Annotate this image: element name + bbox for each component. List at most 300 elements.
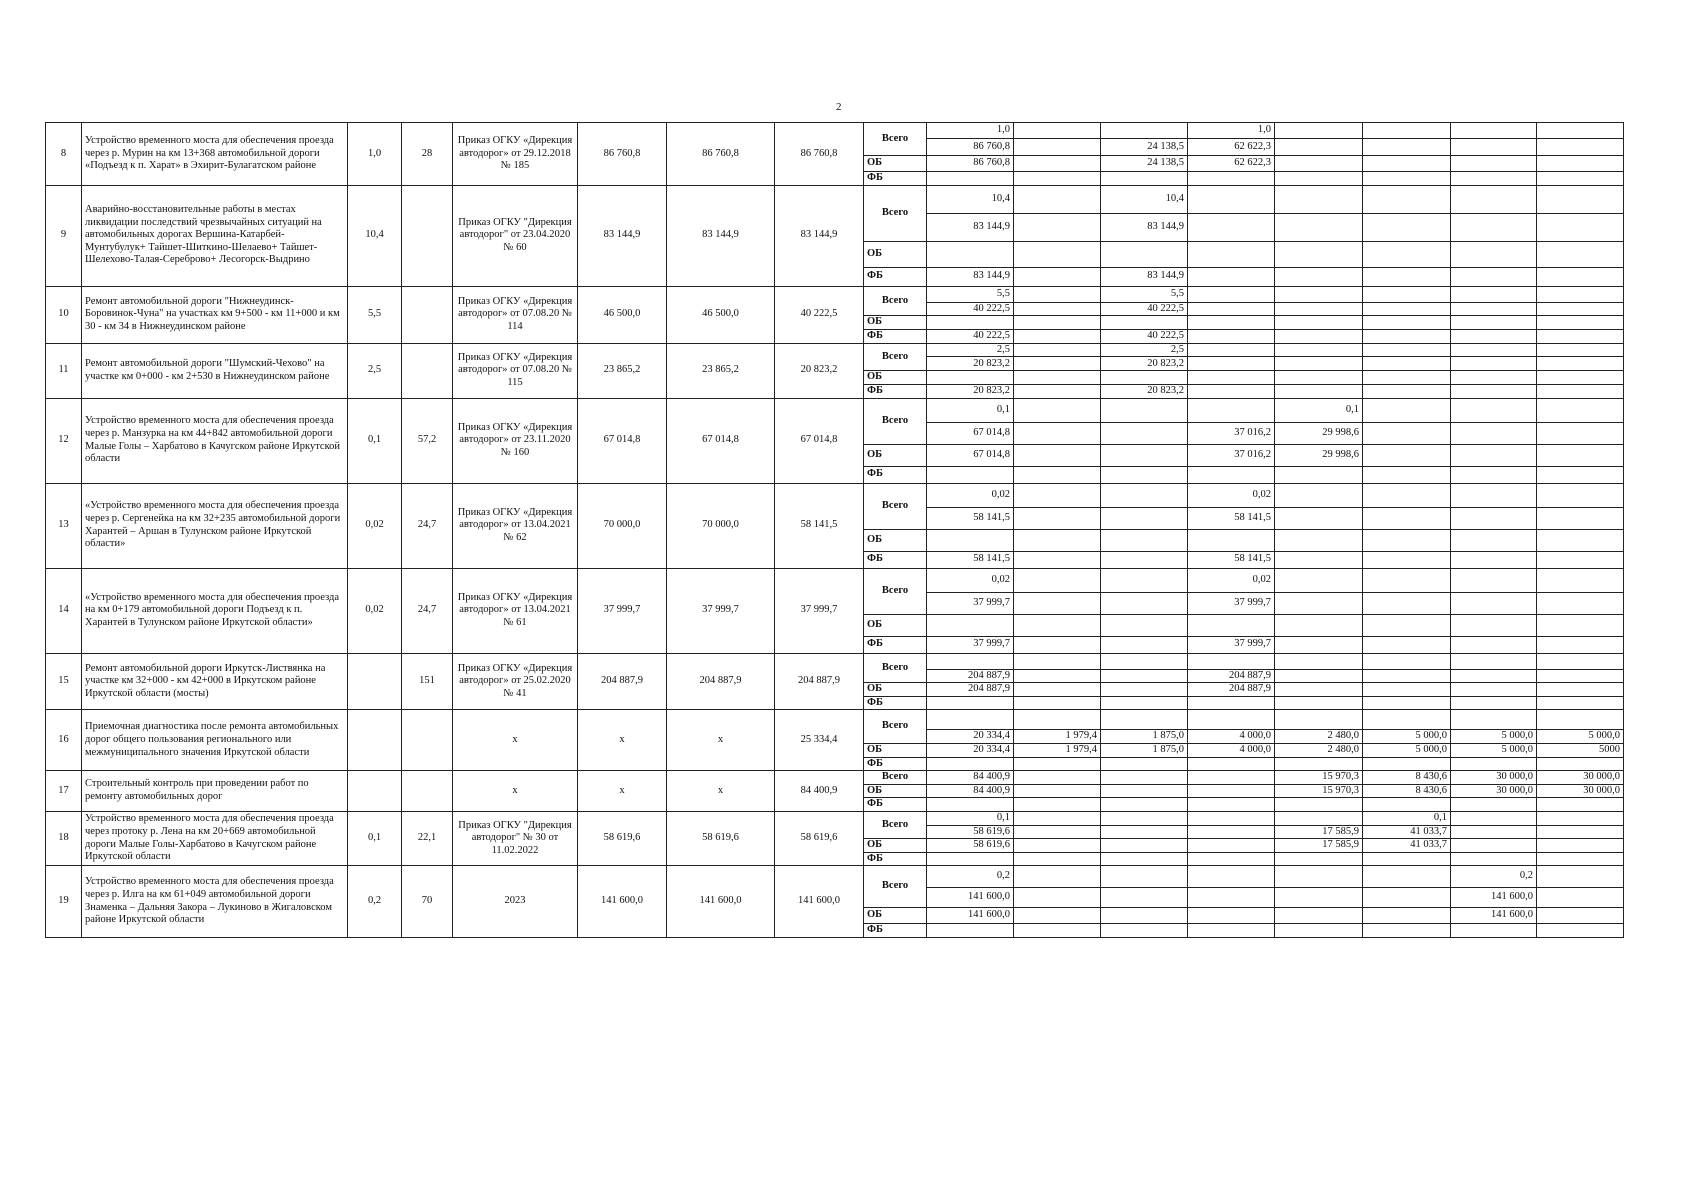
amount-cell: 83 144,9 xyxy=(927,267,1014,286)
amount-cell: 141 600,0 xyxy=(927,908,1014,924)
amount-cell xyxy=(1275,710,1363,730)
amount-cell xyxy=(1275,507,1363,529)
amount-cell xyxy=(1537,757,1624,771)
amount-cell xyxy=(1014,329,1101,343)
amount-cell: 141 600,0 xyxy=(927,888,1014,908)
amount-cell xyxy=(1014,592,1101,614)
amount-cell xyxy=(1188,908,1275,924)
amount-cell xyxy=(1537,384,1624,398)
label-ob: ОБ xyxy=(864,614,927,636)
total-financing: 141 600,0 xyxy=(775,866,864,938)
amount-cell xyxy=(1537,286,1624,302)
estimated-cost: 141 600,0 xyxy=(578,866,667,938)
amount-cell xyxy=(1363,343,1451,357)
label-fb: ФБ xyxy=(864,852,927,866)
amount-cell xyxy=(1101,507,1188,529)
total-financing: 67 014,8 xyxy=(775,398,864,483)
row-number: 8 xyxy=(46,123,82,186)
amount-cell xyxy=(1014,653,1101,669)
amount-cell xyxy=(1014,771,1101,785)
object-description: Устройство временного моста для обеспечения проезда через р. Илга на км 61+049 автомобильной дороги Знаменка – Дальняя Закора – Лукиново в Жигаловском районе Иркутской области xyxy=(82,866,348,938)
document-reference: Приказ ОГКУ «Дирекция автодорог» от 07.08.20 № 115 xyxy=(453,343,578,398)
amount-cell xyxy=(1451,483,1537,507)
amount-cell xyxy=(1275,757,1363,771)
row-number: 17 xyxy=(46,771,82,812)
total-financing: 58 141,5 xyxy=(775,483,864,568)
amount-cell: 86 760,8 xyxy=(927,156,1014,172)
amount-cell xyxy=(1275,185,1363,213)
length-km xyxy=(348,710,402,771)
amount-cell xyxy=(1101,710,1188,730)
amount-cell: 67 014,8 xyxy=(927,422,1014,444)
amount-cell xyxy=(1101,924,1188,938)
row-number: 10 xyxy=(46,286,82,343)
amount-cell: 58 141,5 xyxy=(927,507,1014,529)
amount-cell: 5 000,0 xyxy=(1363,743,1451,757)
amount-cell: 2,5 xyxy=(927,343,1014,357)
amount-cell xyxy=(1363,908,1451,924)
object-description: Аварийно-восстановительные работы в местах ликвидации последствий чрезвычайных ситуаций на автомобильных дорогах Вершина-Катарбей-Мунтубулук+ Тайшет-Шиткино-Шелаево+ Тайшет-Шелехово-Талая-Сереброво+ Лесогорск-Выдрино xyxy=(82,185,348,286)
amount-cell xyxy=(1188,241,1275,267)
amount-cell: 0,2 xyxy=(1451,866,1537,888)
row-number: 9 xyxy=(46,185,82,286)
contract-cost: 46 500,0 xyxy=(667,286,775,343)
row-number: 18 xyxy=(46,811,82,865)
amount-cell xyxy=(1101,172,1188,186)
table-row xyxy=(46,185,1624,213)
total-financing: 83 144,9 xyxy=(775,185,864,286)
amount-cell xyxy=(1275,156,1363,172)
document-reference: Приказ ОГКУ «Дирекция автодорог» от 25.02.2020 № 41 xyxy=(453,653,578,710)
amount-cell xyxy=(1451,683,1537,697)
document-reference: Приказ ОГКУ «Дирекция автодорог» от 13.04.2021 № 61 xyxy=(453,568,578,653)
amount-cell xyxy=(1537,316,1624,330)
estimated-cost: 204 887,9 xyxy=(578,653,667,710)
amount-cell xyxy=(1451,924,1537,938)
amount-cell: 2 480,0 xyxy=(1275,730,1363,744)
amount-cell xyxy=(1537,123,1624,139)
amount-cell xyxy=(1537,302,1624,316)
amount-cell: 29 998,6 xyxy=(1275,444,1363,466)
amount-cell xyxy=(1363,888,1451,908)
row-number: 16 xyxy=(46,710,82,771)
contract-cost: 37 999,7 xyxy=(667,568,775,653)
amount-cell xyxy=(1014,357,1101,371)
contract-cost: х xyxy=(667,710,775,771)
amount-cell: 5,5 xyxy=(927,286,1014,302)
label-ob: ОБ xyxy=(864,241,927,267)
amount-cell xyxy=(1451,798,1537,812)
label-fb: ФБ xyxy=(864,329,927,343)
amount-cell xyxy=(1451,213,1537,241)
amount-cell xyxy=(1188,798,1275,812)
amount-cell: 37 999,7 xyxy=(927,592,1014,614)
amount-cell xyxy=(1101,866,1188,888)
length-km xyxy=(348,653,402,710)
amount-cell xyxy=(1014,614,1101,636)
amount-cell xyxy=(1014,888,1101,908)
amount-cell xyxy=(1014,866,1101,888)
amount-cell xyxy=(1014,422,1101,444)
amount-cell xyxy=(1014,529,1101,551)
object-description: Строительный контроль при проведении работ по ремонту автомобильных дорог xyxy=(82,771,348,812)
amount-cell: 30 000,0 xyxy=(1537,784,1624,798)
amount-cell: 0,1 xyxy=(1363,811,1451,825)
amount-cell xyxy=(1101,241,1188,267)
amount-cell xyxy=(1275,669,1363,683)
amount-cell xyxy=(1275,866,1363,888)
amount-cell xyxy=(1451,825,1537,839)
amount-cell xyxy=(1363,757,1451,771)
amount-cell xyxy=(1101,422,1188,444)
amount-cell xyxy=(1014,908,1101,924)
document-reference: Приказ ОГКУ «Дирекция автодорог» от 07.08.20 № 114 xyxy=(453,286,578,343)
amount-cell xyxy=(1537,825,1624,839)
amount-cell: 20 334,4 xyxy=(927,743,1014,757)
amount-cell xyxy=(1014,444,1101,466)
amount-cell xyxy=(1363,156,1451,172)
estimated-cost: 46 500,0 xyxy=(578,286,667,343)
amount-cell xyxy=(1363,302,1451,316)
amount-cell: 40 222,5 xyxy=(1101,302,1188,316)
row-number: 15 xyxy=(46,653,82,710)
amount-cell xyxy=(1451,286,1537,302)
amount-cell xyxy=(1537,696,1624,710)
amount-cell xyxy=(1188,398,1275,422)
amount-cell xyxy=(1101,466,1188,483)
amount-cell xyxy=(1014,811,1101,825)
length-m xyxy=(402,185,453,286)
label-ob: ОБ xyxy=(864,371,927,385)
length-m: 57,2 xyxy=(402,398,453,483)
amount-cell xyxy=(1537,888,1624,908)
label-total: Всего xyxy=(864,398,927,444)
amount-cell xyxy=(1363,696,1451,710)
amount-cell xyxy=(1101,696,1188,710)
amount-cell xyxy=(1014,798,1101,812)
amount-cell xyxy=(1101,592,1188,614)
amount-cell: 40 222,5 xyxy=(927,302,1014,316)
amount-cell xyxy=(1275,908,1363,924)
amount-cell xyxy=(1188,286,1275,302)
amount-cell xyxy=(1275,683,1363,697)
amount-cell: 41 033,7 xyxy=(1363,825,1451,839)
amount-cell xyxy=(1451,811,1537,825)
amount-cell xyxy=(1188,316,1275,330)
estimated-cost: х xyxy=(578,710,667,771)
amount-cell xyxy=(1188,888,1275,908)
document-reference: 2023 xyxy=(453,866,578,938)
amount-cell xyxy=(1101,669,1188,683)
amount-cell: 30 000,0 xyxy=(1537,771,1624,785)
amount-cell xyxy=(1014,924,1101,938)
contract-cost: х xyxy=(667,771,775,812)
label-total: Всего xyxy=(864,653,927,683)
object-description: Приемочная диагностика после ремонта автомобильных дорог общего пользования регионального или межмуниципального значения Иркутской области xyxy=(82,710,348,771)
amount-cell xyxy=(1451,398,1537,422)
amount-cell: 141 600,0 xyxy=(1451,888,1537,908)
amount-cell: 15 970,3 xyxy=(1275,784,1363,798)
amount-cell xyxy=(1537,139,1624,156)
amount-cell xyxy=(1188,924,1275,938)
amount-cell xyxy=(1188,771,1275,785)
amount-cell xyxy=(1363,483,1451,507)
object-description: «Устройство временного моста для обеспечения проезда через р. Сергенейка на км 32+235 автомобильной дороги Харантей – Аршан в Тулунском районе Иркутской области» xyxy=(82,483,348,568)
total-financing: 86 760,8 xyxy=(775,123,864,186)
amount-cell: 83 144,9 xyxy=(1101,267,1188,286)
amount-cell: 20 334,4 xyxy=(927,730,1014,744)
amount-cell xyxy=(1537,636,1624,653)
length-km: 0,1 xyxy=(348,398,402,483)
label-total: Всего xyxy=(864,483,927,529)
row-number: 14 xyxy=(46,568,82,653)
amount-cell xyxy=(1537,683,1624,697)
amount-cell xyxy=(1014,316,1101,330)
amount-cell xyxy=(1101,614,1188,636)
amount-cell xyxy=(1014,185,1101,213)
amount-cell: 5 000,0 xyxy=(1363,730,1451,744)
table-row xyxy=(46,483,1624,507)
amount-cell xyxy=(1363,384,1451,398)
amount-cell xyxy=(1014,241,1101,267)
length-m: 22,1 xyxy=(402,811,453,865)
amount-cell xyxy=(1188,343,1275,357)
row-number: 19 xyxy=(46,866,82,938)
amount-cell xyxy=(1014,384,1101,398)
amount-cell: 2,5 xyxy=(1101,343,1188,357)
amount-cell xyxy=(1537,798,1624,812)
amount-cell xyxy=(1537,329,1624,343)
amount-cell xyxy=(1451,614,1537,636)
amount-cell xyxy=(927,653,1014,669)
amount-cell xyxy=(1014,483,1101,507)
amount-cell: 30 000,0 xyxy=(1451,771,1537,785)
amount-cell xyxy=(1363,852,1451,866)
amount-cell: 20 823,2 xyxy=(927,384,1014,398)
total-financing: 58 619,6 xyxy=(775,811,864,865)
length-m: 70 xyxy=(402,866,453,938)
amount-cell xyxy=(1275,888,1363,908)
label-fb: ФБ xyxy=(864,267,927,286)
amount-cell xyxy=(1363,636,1451,653)
length-km: 10,4 xyxy=(348,185,402,286)
label-total: Всего xyxy=(864,286,927,316)
amount-cell xyxy=(1363,551,1451,568)
amount-cell xyxy=(1275,172,1363,186)
label-total: Всего xyxy=(864,811,927,838)
amount-cell xyxy=(1275,302,1363,316)
amount-cell: 24 138,5 xyxy=(1101,139,1188,156)
label-total: Всего xyxy=(864,866,927,908)
label-ob: ОБ xyxy=(864,908,927,924)
amount-cell xyxy=(1451,757,1537,771)
amount-cell: 204 887,9 xyxy=(1188,683,1275,697)
table-row xyxy=(46,568,1624,592)
table-row xyxy=(46,710,1624,730)
document-reference: х xyxy=(453,710,578,771)
contract-cost: 83 144,9 xyxy=(667,185,775,286)
amount-cell: 1,0 xyxy=(927,123,1014,139)
amount-cell xyxy=(1451,267,1537,286)
amount-cell xyxy=(1101,551,1188,568)
amount-cell xyxy=(1363,185,1451,213)
amount-cell xyxy=(1188,371,1275,385)
amount-cell xyxy=(1275,139,1363,156)
amount-cell xyxy=(1188,696,1275,710)
amount-cell: 0,02 xyxy=(1188,483,1275,507)
amount-cell xyxy=(1363,241,1451,267)
amount-cell xyxy=(1014,852,1101,866)
amount-cell xyxy=(1188,825,1275,839)
amount-cell: 40 222,5 xyxy=(1101,329,1188,343)
table-row xyxy=(46,866,1624,888)
amount-cell: 0,02 xyxy=(1188,568,1275,592)
row-number: 13 xyxy=(46,483,82,568)
amount-cell xyxy=(1451,241,1537,267)
amount-cell xyxy=(1275,267,1363,286)
amount-cell xyxy=(1451,357,1537,371)
amount-cell xyxy=(1101,825,1188,839)
amount-cell: 17 585,9 xyxy=(1275,839,1363,853)
contract-cost: 23 865,2 xyxy=(667,343,775,398)
amount-cell xyxy=(1537,185,1624,213)
contract-cost: 204 887,9 xyxy=(667,653,775,710)
amount-cell xyxy=(1363,798,1451,812)
table-row xyxy=(46,653,1624,669)
estimated-cost: 70 000,0 xyxy=(578,483,667,568)
amount-cell xyxy=(1537,866,1624,888)
contract-cost: 70 000,0 xyxy=(667,483,775,568)
amount-cell: 0,1 xyxy=(927,398,1014,422)
amount-cell xyxy=(1537,653,1624,669)
amount-cell xyxy=(1537,568,1624,592)
amount-cell xyxy=(1014,568,1101,592)
object-description: Ремонт автомобильной дороги "Шумский-Чехово" на участке км 0+000 - км 2+530 в Нижнеудинском районе xyxy=(82,343,348,398)
document-reference: Приказ ОГКУ «Дирекция автодорог» от 23.11.2020 № 160 xyxy=(453,398,578,483)
amount-cell xyxy=(927,924,1014,938)
amount-cell xyxy=(1014,825,1101,839)
length-km: 0,02 xyxy=(348,483,402,568)
amount-cell xyxy=(1275,329,1363,343)
amount-cell xyxy=(927,798,1014,812)
amount-cell: 58 619,6 xyxy=(927,839,1014,853)
amount-cell xyxy=(1014,343,1101,357)
amount-cell xyxy=(1537,466,1624,483)
amount-cell xyxy=(1363,614,1451,636)
amount-cell xyxy=(1014,267,1101,286)
amount-cell xyxy=(1014,213,1101,241)
amount-cell: 5,5 xyxy=(1101,286,1188,302)
document-reference: х xyxy=(453,771,578,812)
amount-cell xyxy=(1363,653,1451,669)
label-fb: ФБ xyxy=(864,798,927,812)
amount-cell xyxy=(1275,811,1363,825)
amount-cell xyxy=(1363,529,1451,551)
amount-cell xyxy=(1275,592,1363,614)
amount-cell xyxy=(1537,529,1624,551)
amount-cell xyxy=(1188,653,1275,669)
amount-cell: 5 000,0 xyxy=(1451,743,1537,757)
object-description: Устройство временного моста для обеспечения проезда через р. Мурин на км 13+368 автомобильной дороги «Подъезд к п. Харат» в Эхирит-Булагатском районе xyxy=(82,123,348,186)
amount-cell xyxy=(1188,267,1275,286)
amount-cell xyxy=(1451,839,1537,853)
amount-cell: 20 823,2 xyxy=(1101,357,1188,371)
amount-cell: 30 000,0 xyxy=(1451,784,1537,798)
amount-cell xyxy=(1451,329,1537,343)
amount-cell: 4 000,0 xyxy=(1188,743,1275,757)
label-ob: ОБ xyxy=(864,683,927,697)
amount-cell xyxy=(1101,529,1188,551)
amount-cell xyxy=(1275,123,1363,139)
amount-cell xyxy=(1101,908,1188,924)
amount-cell xyxy=(1014,286,1101,302)
label-fb: ФБ xyxy=(864,757,927,771)
amount-cell xyxy=(1537,444,1624,466)
amount-cell xyxy=(1188,172,1275,186)
amount-cell xyxy=(1188,329,1275,343)
amount-cell xyxy=(1451,316,1537,330)
amount-cell: 5000 xyxy=(1537,743,1624,757)
amount-cell xyxy=(1537,710,1624,730)
amount-cell xyxy=(1537,398,1624,422)
amount-cell xyxy=(1537,924,1624,938)
amount-cell: 37 999,7 xyxy=(1188,592,1275,614)
object-description: Ремонт автомобильной дороги "Нижнеудинск-Боровинок-Чуна" на участках км 9+500 - км 11+000 и км 30 - км 34 в Нижнеудинском районе xyxy=(82,286,348,343)
amount-cell xyxy=(1363,444,1451,466)
amount-cell: 0,1 xyxy=(1275,398,1363,422)
amount-cell: 20 823,2 xyxy=(1101,384,1188,398)
table-row xyxy=(46,123,1624,139)
amount-cell xyxy=(1537,156,1624,172)
label-fb: ФБ xyxy=(864,551,927,568)
document-reference: Приказ ОГКУ "Дирекция автодорог" № 30 от 11.02.2022 xyxy=(453,811,578,865)
length-km: 2,5 xyxy=(348,343,402,398)
amount-cell: 62 622,3 xyxy=(1188,139,1275,156)
estimated-cost: х xyxy=(578,771,667,812)
contract-cost: 86 760,8 xyxy=(667,123,775,186)
row-number: 12 xyxy=(46,398,82,483)
estimated-cost: 83 144,9 xyxy=(578,185,667,286)
amount-cell xyxy=(1537,483,1624,507)
amount-cell xyxy=(1537,852,1624,866)
contract-cost: 141 600,0 xyxy=(667,866,775,938)
amount-cell xyxy=(1363,357,1451,371)
amount-cell: 10,4 xyxy=(1101,185,1188,213)
estimated-cost: 67 014,8 xyxy=(578,398,667,483)
amount-cell xyxy=(1014,636,1101,653)
amount-cell xyxy=(1451,444,1537,466)
length-m: 151 xyxy=(402,653,453,710)
amount-cell xyxy=(927,172,1014,186)
amount-cell xyxy=(1363,172,1451,186)
amount-cell: 58 141,5 xyxy=(1188,551,1275,568)
amount-cell xyxy=(1451,710,1537,730)
amount-cell xyxy=(927,614,1014,636)
document-reference: Приказ ОГКУ "Дирекция автодорог" от 23.04.2020 № 60 xyxy=(453,185,578,286)
amount-cell xyxy=(1275,568,1363,592)
amount-cell xyxy=(1537,839,1624,853)
amount-cell xyxy=(1451,422,1537,444)
amount-cell xyxy=(1275,213,1363,241)
label-total: Всего xyxy=(864,710,927,744)
page-number: 2 xyxy=(836,101,842,113)
label-ob: ОБ xyxy=(864,529,927,551)
total-financing: 84 400,9 xyxy=(775,771,864,812)
label-fb: ФБ xyxy=(864,696,927,710)
amount-cell xyxy=(1101,398,1188,422)
amount-cell xyxy=(1014,839,1101,853)
amount-cell xyxy=(1188,185,1275,213)
